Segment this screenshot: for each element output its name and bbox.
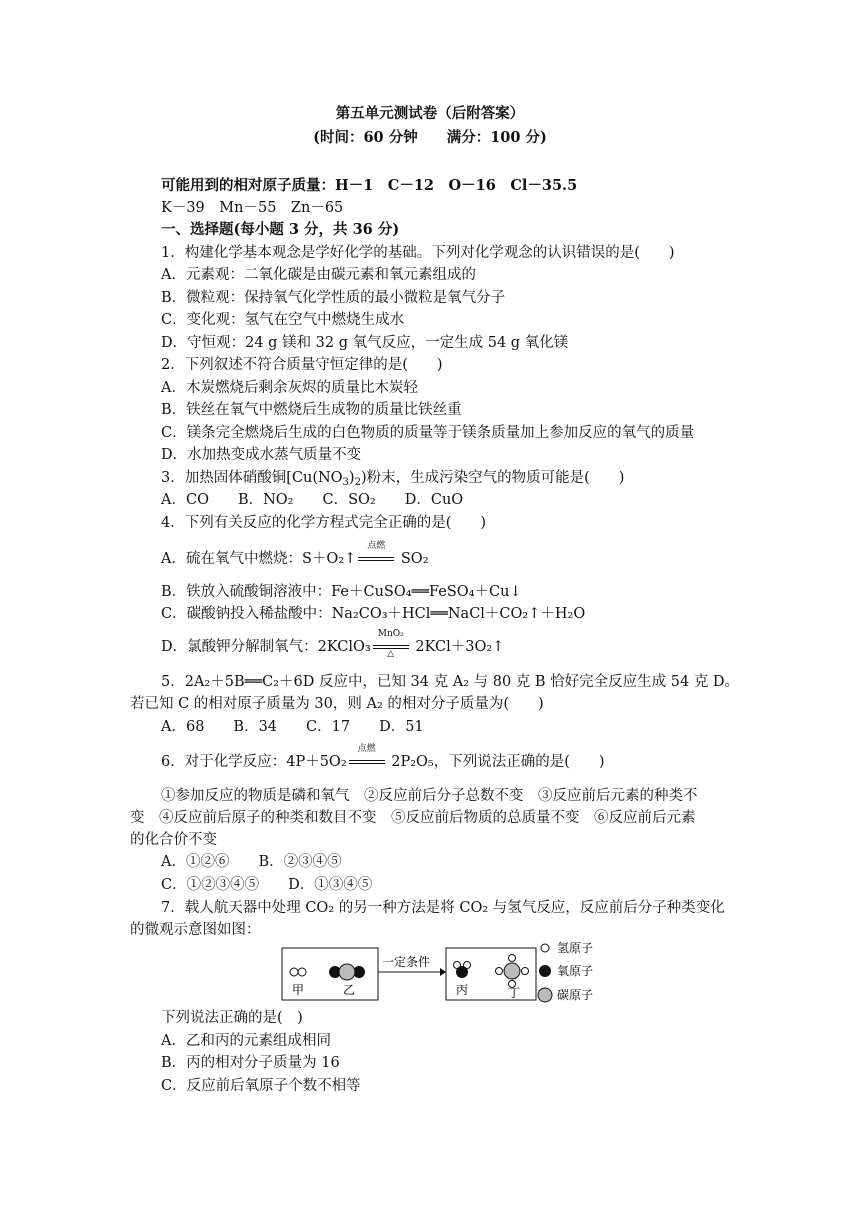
label-jia: 甲 [292,983,305,997]
catalyst-label: MnO₂ [377,629,404,639]
page-subtitle: (时间：60 分钟 满分：100 分) [313,129,547,146]
q1-stem: 1．构建化学基本观念是学好化学的基础。下列对化学观念的认识错误的是( ) [161,245,675,261]
hydrogen-atom [509,955,516,962]
reaction-condition-arrow [356,541,396,569]
heat-label: △ [387,649,395,659]
legend-carbon: 碳原子 [557,988,594,1002]
q7-option-b: B．丙的相对分子质量为 16 [161,1055,340,1071]
q4-d-pre: D．氯酸钾分解制氧气：2KClO₃ [161,639,371,655]
q4-option-b: B．铁放入硫酸铜溶液中：Fe＋CuSO₄══FeSO₄＋Cu↓ [161,584,522,600]
q2-option-c: C．镁条完全燃烧后生成的白色物质的质量等于镁条质量加上参加反应的氧气的质量 [161,425,695,441]
q2-stem: 2．下列叙述不符合质量守恒定律的是( ) [161,357,443,373]
legend-hydrogen: 氢原子 [557,941,594,955]
hydrogen-atom [496,968,503,975]
q5-options: A．68 B．34 C．17 D．51 [161,719,424,735]
q6-statement-1: ①参加反应的物质是磷和氧气 ②反应前后分子总数不变 ③反应前后元素的种类不 [161,788,698,804]
arrow-label: 一定条件 [382,955,431,969]
hydrogen-atom [298,968,306,976]
q4-a-pre: A．硫在氧气中燃烧：S＋O₂↑ [161,551,357,567]
q2-option-d: D．水加热变成水蒸气质量不变 [161,447,362,463]
q4-stem: 4．下列有关反应的化学方程式完全正确的是( ) [161,515,487,531]
q6-statement-2: 变 ④反应前后原子的种类和数目不变 ⑤反应前后物质的总质量不变 ⑥反应前后元素 [130,810,696,826]
q1-option-c: C．变化观：氢气在空气中燃烧生成水 [161,312,405,328]
q7-option-a: A．乙和丙的元素组成相同 [161,1033,331,1049]
q5-line-2: 若已知 C 的相对原子质量为 30，则 A₂ 的相对分子质量为( ) [130,696,544,712]
q6-stem-post: 2P₂O₅，下列说法正确的是( ) [386,754,605,770]
q6-statement-3: 的化合价不变 [130,832,217,848]
q2-option-a: A．木炭燃烧后剩余灰烬的质量比木炭轻 [161,380,418,396]
q6-options-1: A．①②⑥ B．②③④⑤ [161,854,342,870]
q4-a-post: SO₂ [396,551,429,567]
molecule-reaction-diagram [280,940,620,1006]
condition-label: 点燃 [357,744,376,754]
q4-option-a [161,541,429,569]
label-yi: 乙 [343,983,356,997]
hydrogen-atom [522,968,529,975]
q3-stem-post: )粉末，生成污染空气的物质可能是( ) [360,470,625,486]
hydrogen-atom [290,968,298,976]
q3-stem-pre: 3．加热固体硝酸铜[Cu(NO [161,470,343,486]
q4-option-d [161,629,505,659]
carbon-atom [504,963,520,979]
reaction-condition-arrow [371,629,411,659]
q6-options-2: C．①②③④⑤ D．①③④⑤ [161,877,373,893]
section-heading: 一、选择题(每小题 3 分，共 36 分) [161,221,400,238]
arrow-head-icon [440,968,446,976]
q4-d-post: 2KCl＋3O₂↑ [410,639,505,655]
q4-option-c: C．碳酸钠投入稀盐酸中：Na₂CO₃＋HCl══NaCl＋CO₂↑＋H₂O [161,606,586,622]
q3-stem: 3．加热固体硝酸铜$[Cu(NO_3)_2)$粉末，生成污染空气的物质可能是( ) [161,470,625,488]
q3-options: A．CO B．NO₂ C．SO₂ D．CuO [161,492,464,508]
atomic-mass-line-1: 可能用到的相对原子质量：H－1 C－12 O－16 Cl－35.5 [161,177,578,194]
condition-label: 点燃 [367,541,386,551]
label-bing: 丙 [456,983,469,997]
legend-oxygen: 氧原子 [557,964,594,978]
q6-stem [161,744,605,772]
atomic-mass-line-2: K－39 Mn－55 Zn－65 [161,200,344,216]
oxygen-atom [456,966,468,978]
q6-stem-pre: 6．对于化学反应：4P＋5O₂ [161,754,347,770]
q7-line-1: 7．载人航天器中处理 CO₂ 的另一种方法是将 CO₂ 与氢气反应，反应前后分子种类变化 [161,900,725,916]
q5-line-1: 5．2A₂＋5B══C₂＋6D 反应中，已知 34 克 A₂ 与 80 克 B 恰好完全反应生成 54 克 D。 [161,674,740,690]
q1-option-b: B．微粒观：保持氧气化学性质的最小微粒是氧气分子 [161,290,506,306]
page-title: 第五单元测试卷（后附答案） [335,105,525,122]
reaction-condition-arrow [347,744,387,772]
legend-oxygen-icon [539,965,551,977]
q2-option-b: B．铁丝在氧气中燃烧后生成物的质量比铁丝重 [161,402,462,418]
carbon-atom [339,964,355,980]
legend-hydrogen-icon [541,944,549,952]
q1-option-d: D．守恒观：24 g 镁和 32 g 氧气反应，一定生成 54 g 氧化镁 [161,335,569,351]
label-ding: 丁 [508,986,521,1000]
q7-line-2: 的微观示意图如图： [130,922,261,938]
q1-option-a: A．元素观：二氧化碳是由碳元素和氧元素组成的 [161,267,476,283]
legend-carbon-icon [538,988,552,1002]
q7-stem: 下列说法正确的是( ) [161,1010,303,1026]
q7-option-c: C．反应前后氧原子个数不相等 [161,1078,361,1094]
